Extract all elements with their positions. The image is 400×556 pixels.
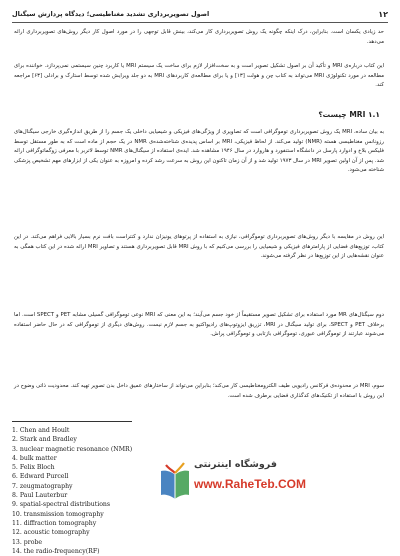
footnote-item: 9. spatial-spectral distributions (12, 501, 111, 509)
footnote-item: 3. nuclear magnetic resonance (NMR) (12, 445, 133, 453)
paragraph-intro: حد زیادی یکسان است. بنابراین، درک اینکه چگونه یک روش تصویربرداری کار می‌کند، بینش قابل توجهی را در مورد اصول کار دیگر روش‌های تصویربرداری ارائه می‌دهد. (14, 29, 384, 45)
paragraph-emission-tomography: دوم سیگنال‌های MR مورد استفاده برای تشکیل تصویر مستقیماً از خود جسم می‌آیند؛ به این معنی که MRI نوعی توموگرافی گسیلی مشابه PET و SPECT است. اما برخلاف PET و SPECT، برای تولید سیگنال در MRI، تزریق ایزوتوپ‌های رادیواکتیو به جسم لازم نیست. روش‌های دیگری از توموگرافی که در حال حاضر استفاده می‌شوند عبارتند از توموگرافی عبوری، توموگرافی بازتابی و توموگرافی پراش. (14, 312, 385, 338)
footnote-item: 8. Paul Lauterbur (12, 492, 68, 500)
watermark-url: www.RaheTeb.COM (194, 477, 307, 491)
footnote-list (12, 426, 132, 556)
paragraph-radio-frequency: سوم، MRI در محدوده‌ی فرکانس رادیویی طیف الکترومغناطیسی کار می‌کند؛ بنابراین می‌تواند از ساختارهای عمیق داخل بدن تصویر تهیه کند. محدودیت ذاتی وضوح در این روش با استفاده از تکنیک‌های کدگذاری فضایی برطرف شده است. (14, 383, 385, 399)
footnote-item: 1. Chen and Hoult (12, 427, 70, 434)
footnote-item: 14. the radio-frequency(RF) (12, 547, 100, 555)
footnote-item: 12. acoustic tomography (12, 529, 90, 537)
paragraph-what-is-mri: به بیان ساده، MRI یک روش تصویربرداری توموگرافی است که تصاویری از ویژگی‌های فیزیکی و شیمیایی داخلی یک جسم را از طریق اندازه‌گیری خارجی سیگنال‌های رزونانس مغناطیسی هسته (NMR) تولید می‌کند. از لحاظ فیزیکی، MRI بر اساس پدیده‌ی شناخته‌شده‌ی NMR در یک حجم از ماده است که به طور مستقل توسط فلیکس بلاخ و ادوارد پارسل در دانشگاه استنفورد و هاروارد در سال ۱۹۴۶ مشاهده شد. ایده‌ی استفاده از سیگنال‌های NMR توسط لاتربر با معرفی زوگماتوگرافی ارائه شد. پس از آن اولین تصویر MRI در سال ۱۹۷۳ تولید شد و از آن زمان تاکنون این روش به سرعت رشد کرده و امروزه به عنوان یکی از ابزارهای مهم تشخیص پزشکی شناخته می‌شود. (14, 129, 384, 174)
running-title: اصول تصویربرداری تشدید مغناطیسی؛ دیدگاه پردازش سیگنال (12, 10, 210, 18)
footnote-item: 2. Stark and Bradley (12, 436, 77, 444)
footnote-item: 7. zeugmatography (12, 482, 73, 490)
footnote-item: 6. Edward Purcell (12, 473, 69, 481)
watermark-store-name: فروشگاه اینترنتی (194, 459, 277, 470)
section-title: ۱.۱ MRI چیست؟ (318, 110, 380, 119)
footnote-item: 13. probe (12, 538, 43, 546)
paragraph-spatial-distributions: این روش در مقایسه با دیگر روش‌های تصویربرداری توموگرافی، نیازی به استفاده از پرتوهای یونیزان ندارد و کنتراست بافت نرم بسیار بالایی فراهم می‌کند. در این کتاب، توزیع‌های فضایی از پارامترهای فیزیکی و شیمیایی را بررسی می‌کنیم که با روش MRI قابل تصویربرداری هستند و تصاویر MRI ارائه شده در این کتاب همگی به عنوان نقشه‌هایی از این توزیع‌ها در نظر گرفته می‌شوند. (14, 234, 384, 260)
footnote-item: 11. diffraction tomography (12, 519, 97, 527)
footnote-divider (12, 421, 132, 422)
footnote-item: 10. transmission tomography (12, 510, 104, 518)
footnote-item: 5. Felix Bloch (12, 464, 55, 472)
store-watermark (160, 453, 348, 513)
book-logo-icon (160, 461, 190, 501)
paragraph-book-scope: این کتاب درباره‌ی MRI و تأکید آن بر اصول تشکیل تصویر است و به سخت‌افزار لازم برای ساخت یک سیستم MRI یا کاربرد چنین سیستمی نمی‌پردازد. خواننده برای مطالعه در مورد تکنولوژی MRI می‌تواند به کتاب چن و هولت [۱۳] و یا برای مطالعه‌ی کاربردهای MRI به دو جلد ویرایش شده توسط استارک و برادلی [۶۳] مراجعه کند. (14, 63, 385, 89)
page-header (12, 6, 388, 23)
footnote-item: 4. bulk matter (12, 454, 57, 462)
page-number: ۱۲ (378, 9, 388, 19)
